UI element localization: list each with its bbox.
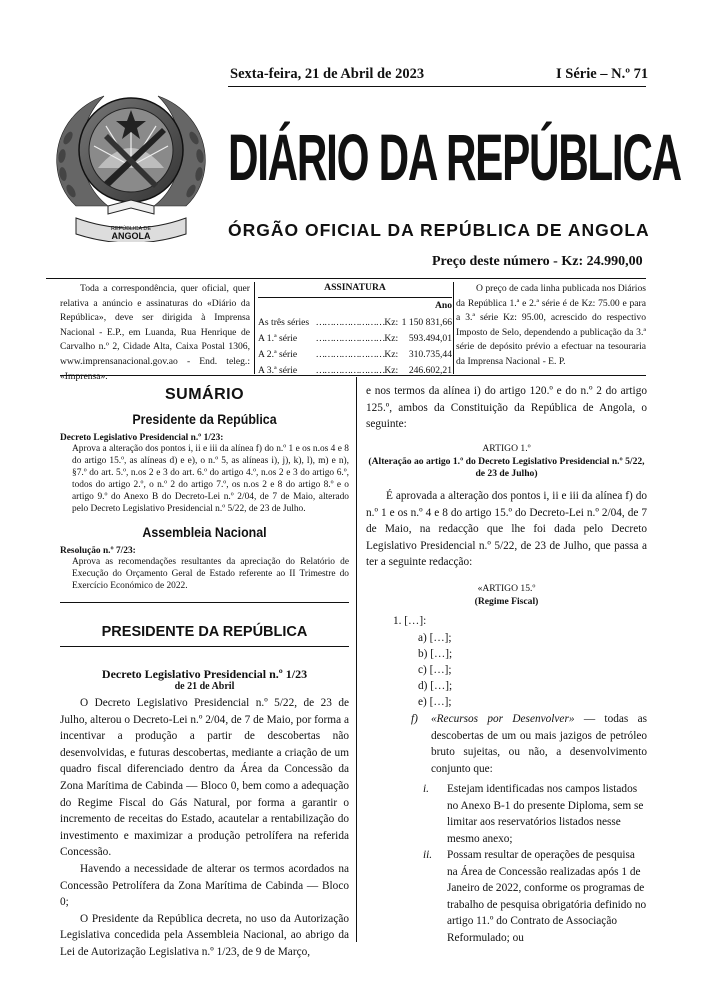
row-dots: ……………………: [315, 348, 385, 360]
row-currency: Kz:: [384, 332, 399, 344]
summary-title: SUMÁRIO: [164, 386, 245, 403]
row-value: 246.602,21: [408, 364, 452, 376]
paragraph: O Presidente da República decreta, no uso da Autorização Legislativa concedida pela Assembleia Nacional, ao abrigo da Lei de Autorização Legislativa n.º 1/23, de 9 de Março,: [60, 912, 349, 958]
row-currency: Kz:: [384, 364, 399, 376]
row-value: 310.735,44: [408, 348, 452, 360]
subscription-rows: [258, 314, 452, 378]
summary-item-title: Decreto Legislativo Presidencial n.º 1/23:: [60, 433, 224, 443]
list-item: 1. […]:: [393, 615, 427, 627]
decree-preamble: [60, 695, 349, 961]
subscription-table: [258, 282, 452, 378]
list-item: d) […];: [418, 680, 453, 692]
quoted-article-subtitle: (Regime Fiscal): [474, 596, 539, 607]
paragraph: e nos termos da alínea i) do artigo 120.º e do n.º 2 do artigo 125.º, ambos da Constituição da República de Angola, o seguinte:: [366, 385, 647, 431]
issue-price: Preço deste número - Kz: 24.990,00: [432, 254, 643, 269]
summary-section-assembly: Assembleia Nacional: [142, 525, 267, 540]
column-divider: [453, 282, 454, 374]
subscription-year-label: Ano: [434, 300, 452, 311]
list-item: a) […];: [418, 632, 452, 644]
svg-text:REPÚBLICA DE: REPÚBLICA DE: [110, 226, 152, 232]
issue-date: Sexta-feira, 21 de Abril de 2023: [230, 66, 425, 82]
summary-item-title: Resolução n.º 7/23:: [60, 546, 136, 556]
paragraph: O Decreto Legislativo Presidencial n.º 5/22, de 23 de Julho, alterou o Decreto-Lei n.º 2/04, de 7 de Maio, por forma a incentivar a produção a partir de descobertas não desenvolvidas, e futuras descobertas, mediante a criação de um quadro fiscal diferenciado dentro da Área da Concessão da Zona Marítima de Cabinda — Bloco 0, bem como a adequação do Regime Fiscal do Gás Natural, por forma a garantir o incremento de receitas do Estado, acautelar a rentabilização do investimento e maximizar a produção petrolífera na referida Concessão.: [60, 697, 349, 859]
subscription-row: [258, 330, 452, 346]
row-currency: Kz:: [384, 348, 399, 360]
decree-title: Decreto Legislativo Presidencial n.º 1/23: [101, 667, 308, 681]
row-label: A 1.ª série: [258, 332, 298, 344]
pricing-notice: O preço de cada linha publicada nos Diários da República 1.ª e 2.ª série é de Kz: 75.00 e para a 3.ª série Kz: 95.00, acrescido do respectivo Imposto de Selo, dependendo a publicação da 3.ª série de depósito prévio a efectuar na tesouraria da Imprensa Nacional - E. P.: [456, 283, 646, 367]
roman-item: [425, 781, 647, 847]
list-label: i.: [423, 783, 429, 795]
paragraph: Havendo a necessidade de alterar os termos acordados na Concessão Petrolífera da Zona Marítima de Cabinda — Bloco 0;: [60, 862, 349, 909]
subscription-title: ASSINATURA: [324, 282, 386, 293]
issue-series: I Série – N.º 71: [556, 66, 649, 82]
list-item: b) […];: [418, 648, 453, 660]
summary-rule: [60, 602, 349, 603]
subscription-row: [258, 346, 452, 362]
masthead-subtitle: ÓRGÃO OFICIAL DA REPÚBLICA DE ANGOLA: [228, 220, 650, 240]
header-rule: [228, 86, 646, 87]
definition-text: — todas as descobertas de um ou mais jazigos de petróleo bruto sujeitas, ou não, a desenvolvimento conjunto que:: [431, 713, 647, 775]
row-value: 593.494,01: [408, 332, 452, 344]
list-item: e) […];: [418, 696, 452, 708]
row-label: As três séries: [258, 316, 310, 328]
summary-item-text: Aprova a alteração dos pontos i, ii e iii da alínea f) do n.º 1 e os n.os 4 e 8 do artigo 15.º, as alíneas d) e e), o n.º 5, as alíneas i), j), k), l), m) e n), §7.º do art. 5.º, n.os 2 e 3 do art. 6.º do artigo 4.º, n.os 2 e 3 do artigo 6.º, todos do artigo 2.º, o n.º 2 do artigo 7.º, os n.os 2 e 8 do artigo 8.º e o artigo 9.º do Anexo B do Decreto-Lei n.º 2/04, de 7 de Maio, alterado pelo Decreto Legislativo Presidencial n.º 5/22, de 23 de Julho.: [72, 444, 349, 514]
quoted-article-title: «ARTIGO 15.º: [477, 583, 536, 594]
list-item-f: [411, 711, 647, 777]
masthead-title: DIÁRIO DA REPÚBLICA: [228, 120, 681, 194]
paragraph: É aprovada a alteração dos pontos i, ii e iii da alínea f) do n.º 1 e os n.º 4 e 8 do artigo 15.º do Decreto-Lei n.º 2/04, de 7 de Maio, na redacção que lhe foi dada pelo Decreto Legislativo Presidencial n.º 5/22, de 23 de Julho, que passa a ter a seguinte redacção:: [366, 490, 647, 569]
subscription-row: [258, 314, 452, 330]
roman-item: [425, 847, 647, 947]
section-rule: [60, 646, 349, 647]
article-title: ARTIGO 1.º: [482, 443, 531, 454]
row-dots: ……………………: [315, 364, 385, 376]
decree-preamble-cont: [366, 383, 647, 433]
list-label: ii.: [423, 849, 433, 861]
list-item: c) […];: [418, 664, 452, 676]
correspondence-notice: Toda a correspondência, quer oficial, quer relativa a anúncio e assinaturas do «Diário da República», deve ser dirigida à Imprensa Nacional - E.P., em Luanda, Rua Henrique de Carvalho n.º 2, Cidade Alta, Caixa Postal 1306, www.imprensanacional.gov.ao - End. teleg.: «Imprensa».: [60, 283, 250, 382]
info-strip-rule: [60, 375, 646, 376]
column-divider: [254, 282, 255, 374]
angola-emblem: [46, 88, 216, 242]
list-label: f): [411, 713, 418, 725]
row-label: A 2.ª série: [258, 348, 298, 360]
row-currency: Kz:: [384, 316, 399, 328]
header-divider: [46, 278, 646, 279]
roman-item-text: Possam resultar de operações de pesquisa na Área de Concessão realizadas após 1 de Janeiro de 2022, conforme os programas de trabalho de pesquisa obrigatória definido no artigo 11.º do Contrato de Associação Reformulado; ou: [447, 849, 647, 944]
roman-item-text: Estejam identificadas nos campos listados no Anexo B-1 do presente Diploma, sem se limitar aos reservatórios listados nesse mesmo anexo;: [447, 783, 644, 845]
svg-text:ANGOLA: ANGOLA: [111, 231, 151, 241]
row-dots: ……………………: [315, 316, 385, 328]
section-title: PRESIDENTE DA REPÚBLICA: [101, 624, 308, 640]
summary-item: [60, 546, 349, 592]
defined-term: «Recursos por Desenvolver»: [431, 713, 575, 725]
summary-item: [60, 433, 349, 515]
column-divider: [356, 377, 357, 942]
summary-section-presidency: Presidente da República: [132, 412, 277, 427]
decree-date: de 21 de Abril: [174, 681, 235, 692]
article-subtitle: (Alteração ao artigo 1.º do Decreto Legislativo Presidencial n.º 5/22, de 23 de Julho): [368, 456, 645, 480]
summary-item-text: Aprova as recomendações resultantes da apreciação do Relatório de Execução do Orçamento Geral de Estado referente ao II Trimestre do Exercício Económico de 2022.: [72, 557, 349, 591]
article-body: [366, 488, 647, 571]
row-label: A 3.ª série: [258, 364, 298, 376]
row-dots: ……………………: [315, 332, 385, 344]
row-value: 1 150 831,66: [401, 316, 452, 328]
